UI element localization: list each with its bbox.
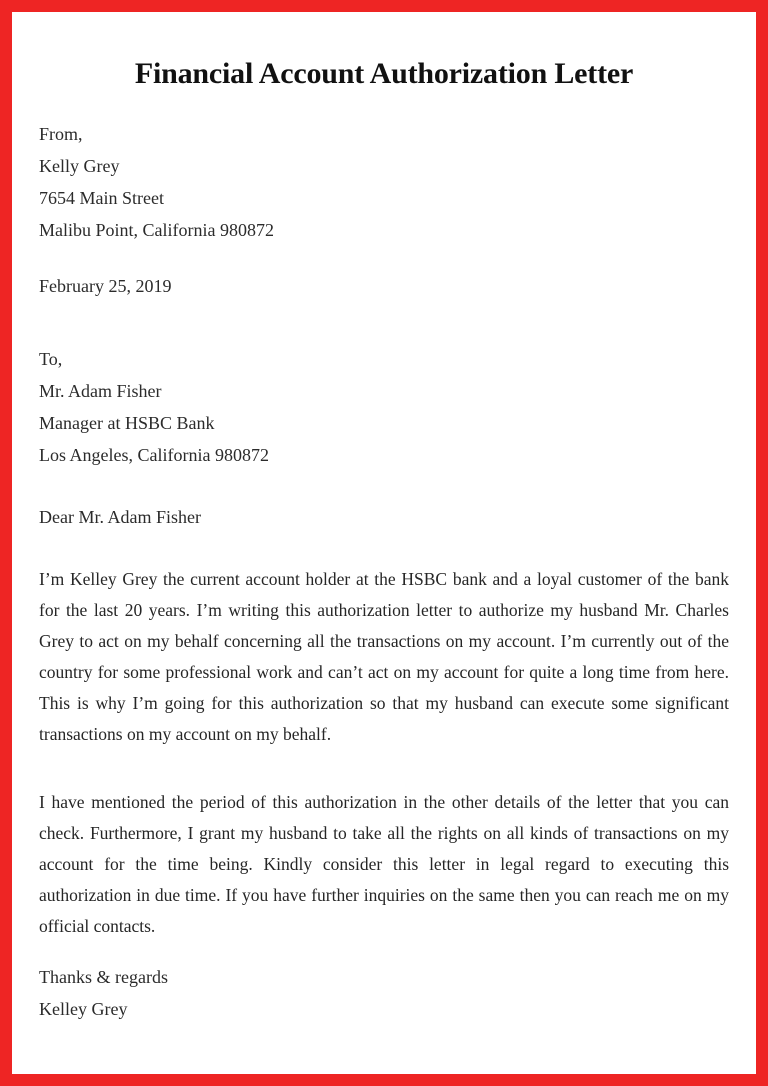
- recipient-name: Mr. Adam Fisher: [39, 381, 162, 401]
- sender-city: Malibu Point, California 980872: [39, 220, 274, 240]
- to-label: To,: [39, 349, 63, 369]
- letter-date: February 25, 2019: [39, 276, 172, 296]
- page-title: Financial Account Authorization Letter: [134, 57, 634, 90]
- recipient-city: Los Angeles, California 980872: [39, 445, 269, 465]
- closing: Thanks & regards: [39, 967, 168, 987]
- salutation: Dear Mr. Adam Fisher: [39, 507, 201, 527]
- recipient-address-block: [39, 343, 729, 471]
- signature-name: Kelley Grey: [39, 999, 128, 1019]
- body-paragraph-2: I have mentioned the period of this authorization in the other details of the letter that you can check. Furthermore, I grant my husband to take all the rights on all kinds of transactions on my account for the time being. Kindly consider this letter in legal regard to executing this authorization in due time. If you have further inquiries on the same then you can reach me on my official contacts.: [39, 792, 729, 936]
- sender-name: Kelly Grey: [39, 156, 120, 176]
- sender-address-block: [39, 118, 729, 246]
- sender-street: 7654 Main Street: [39, 188, 164, 208]
- body-paragraph-1: I’m Kelley Grey the current account holder at the HSBC bank and a loyal customer of the bank for the last 20 years. I’m writing this authorization letter to authorize my husband Mr. Charles Grey to act on my behalf concerning all the transactions on my account. I’m currently out of the country for some professional work and can’t act on my account for quite a long time from here. This is why I’m going for this authorization so that my husband can execute some significant transactions on my account on my behalf.: [39, 569, 729, 744]
- recipient-role: Manager at HSBC Bank: [39, 413, 215, 433]
- from-label: From,: [39, 124, 83, 144]
